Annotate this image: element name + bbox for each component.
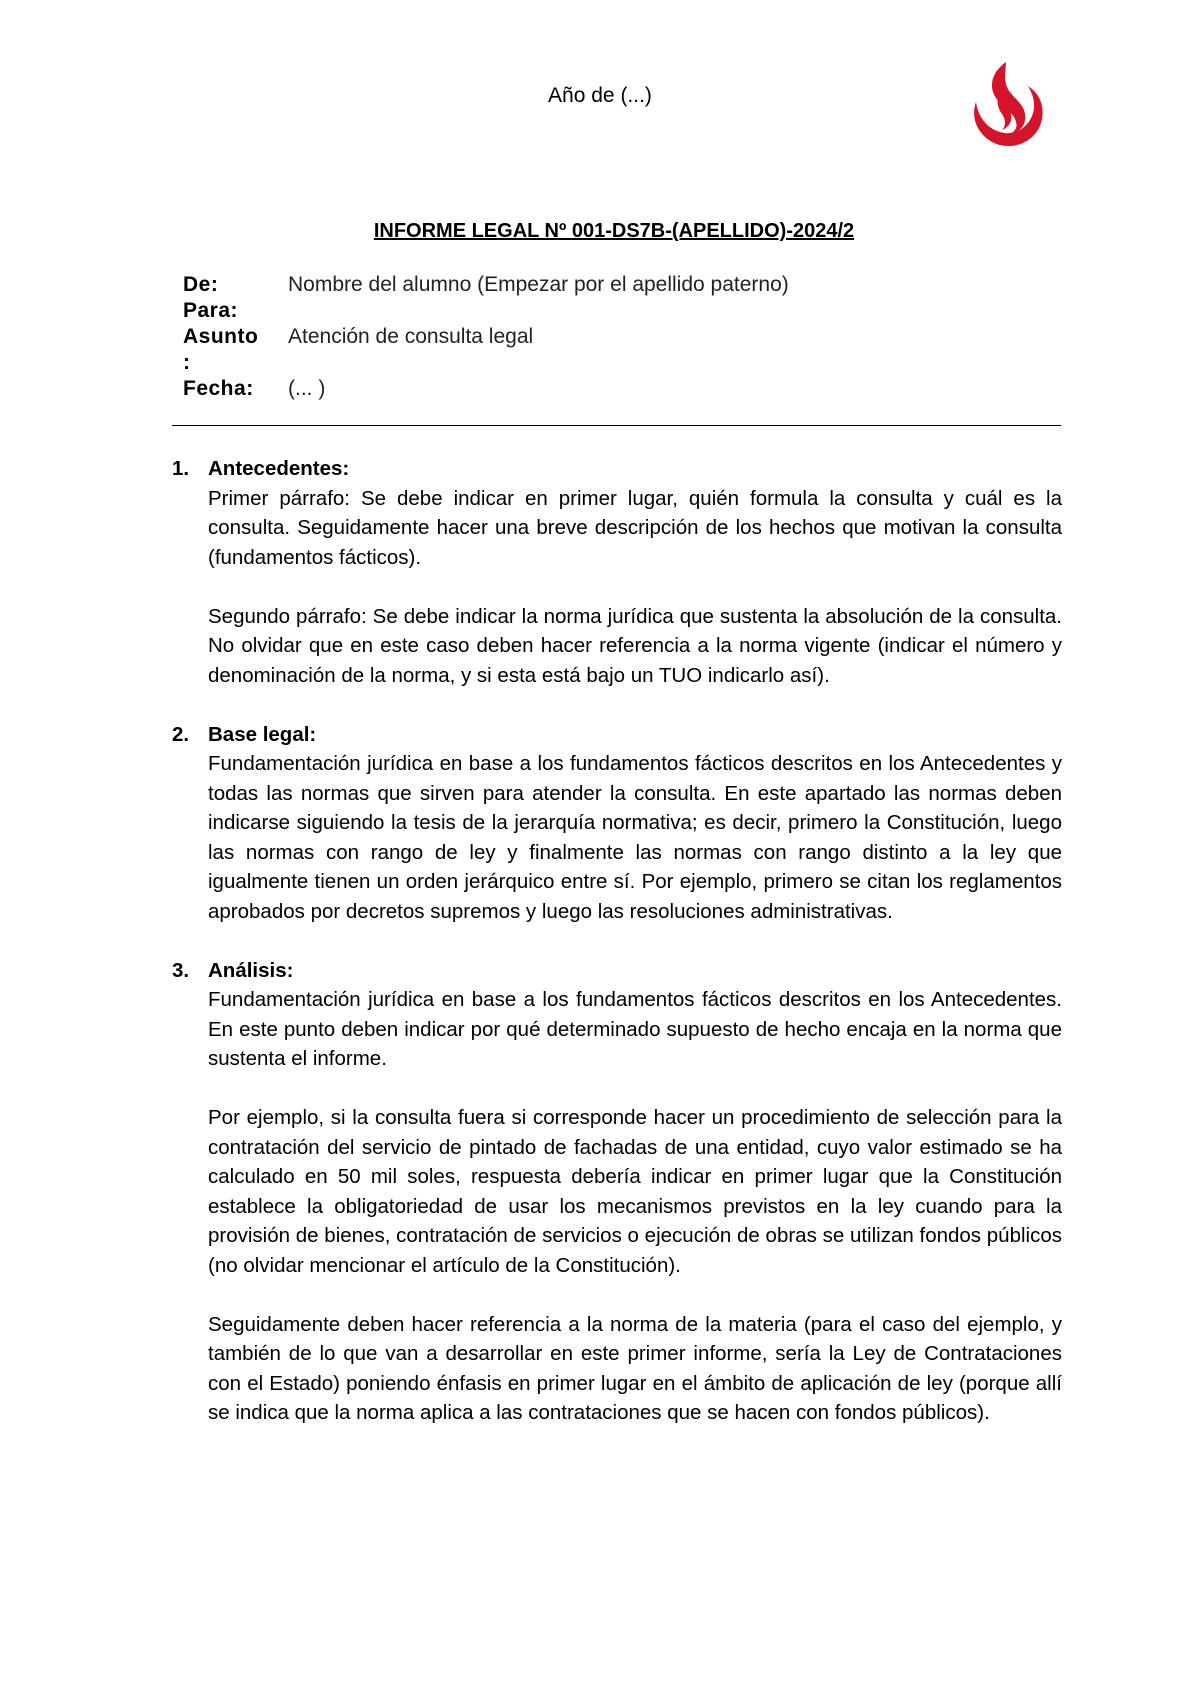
section-heading xyxy=(172,720,1062,750)
memo-row-de xyxy=(183,272,1063,298)
paragraph: Seguidamente deben hacer referencia a la norma de la materia (para el caso del ejemplo, y también de lo que van a desarrollar en este primer informe, sería la Ley de Contrataciones con el Estado) poniendo énfasis en primer lugar en el ámbito de aplicación de ley (porque allí se indica que la norma aplica a las contrataciones que se hacen con fondos públicos). xyxy=(208,1312,1062,1424)
section-heading xyxy=(172,956,1062,986)
de-label: De: xyxy=(183,273,219,296)
section-heading xyxy=(172,454,1062,484)
memo-row-para xyxy=(183,298,1063,324)
para-label: Para: xyxy=(183,299,239,322)
asunto-value: Atención de consulta legal xyxy=(288,325,534,348)
section-title: Antecedentes: xyxy=(208,457,350,480)
section-title: Análisis: xyxy=(208,958,294,982)
section-number: 2. xyxy=(172,722,190,746)
section-title: Base legal: xyxy=(208,722,317,746)
section-antecedentes xyxy=(172,454,1062,690)
fecha-label: Fecha: xyxy=(183,377,254,400)
report-body xyxy=(172,454,1062,1457)
paragraph: Segundo párrafo: Se debe indicar la norma jurídica que sustenta la absolución de la consulta. No olvidar que en este caso deben hacer referencia a la norma vigente (indicar el número y denominación de la norma, y si esta está bajo un TUO indicarlo así). xyxy=(208,604,1062,687)
paragraph: Fundamentación jurídica en base a los fundamentos fácticos descritos en los Antecedentes. En este punto deben indicar por qué determinado supuesto de hecho encaja en la norma que sustenta el informe. xyxy=(208,988,1062,1070)
memo-row-fecha xyxy=(183,376,1063,402)
memo-row-asunto xyxy=(183,324,1063,350)
report-title: INFORME LEGAL Nº 001-DS7B-(APELLIDO)-2024/2 xyxy=(373,220,855,242)
paragraph: Fundamentación jurídica en base a los fundamentos fácticos descritos en los Antecedentes y todas las normas que sirven para atender la consulta. En este apartado las normas deben indicarse siguiendo la tesis de la jerarquía normativa; es decir, primero la Constitución, luego las normas con rango de ley y finalmente las normas con rango distinto a la ley que igualmente tienen un orden jerárquico entre sí. Por ejemplo, primero se citan los reglamentos aprobados por decretos supremos y luego las resoluciones administrativas. xyxy=(208,752,1062,923)
asunto-label: Asunto xyxy=(183,325,259,348)
para-value xyxy=(288,298,1063,324)
section-number: 3. xyxy=(172,958,190,982)
paragraph: Por ejemplo, si la consulta fuera si corresponde hacer un procedimiento de selección para la contratación del servicio de pintado de fachadas de una entidad, cuyo valor estimado se ha calculado en 50 mil soles, respuesta debería indicar en primer lugar que la Constitución establece la obligatoriedad de usar los mecanismos previstos en la ley cuando para la provisión de bienes, contratación de servicios o ejecución de obras se utilizan fondos públicos (no olvidar mencionar el artículo de la Constitución). xyxy=(208,1106,1062,1277)
asunto-colon: : xyxy=(183,351,191,374)
de-value: Nombre del alumno (Empezar por el apellido paterno) xyxy=(288,273,789,296)
section-base-legal xyxy=(172,720,1062,927)
section-analisis xyxy=(172,956,1062,1428)
paragraph: Primer párrafo: Se debe indicar en primer lugar, quién formula la consulta y cuál es la consulta. Seguidamente hacer una breve descripción de los hechos que motivan la consulta (fundamentos fácticos). xyxy=(208,486,1062,569)
section-number: 1. xyxy=(172,457,190,480)
memo-header xyxy=(183,272,1063,402)
header-divider xyxy=(172,425,1061,426)
fecha-value: (... ) xyxy=(288,377,326,400)
year-line: Año de (...) xyxy=(548,84,652,107)
memo-row-asunto-colon xyxy=(183,350,1063,376)
upc-flame-logo-icon xyxy=(962,58,1050,150)
